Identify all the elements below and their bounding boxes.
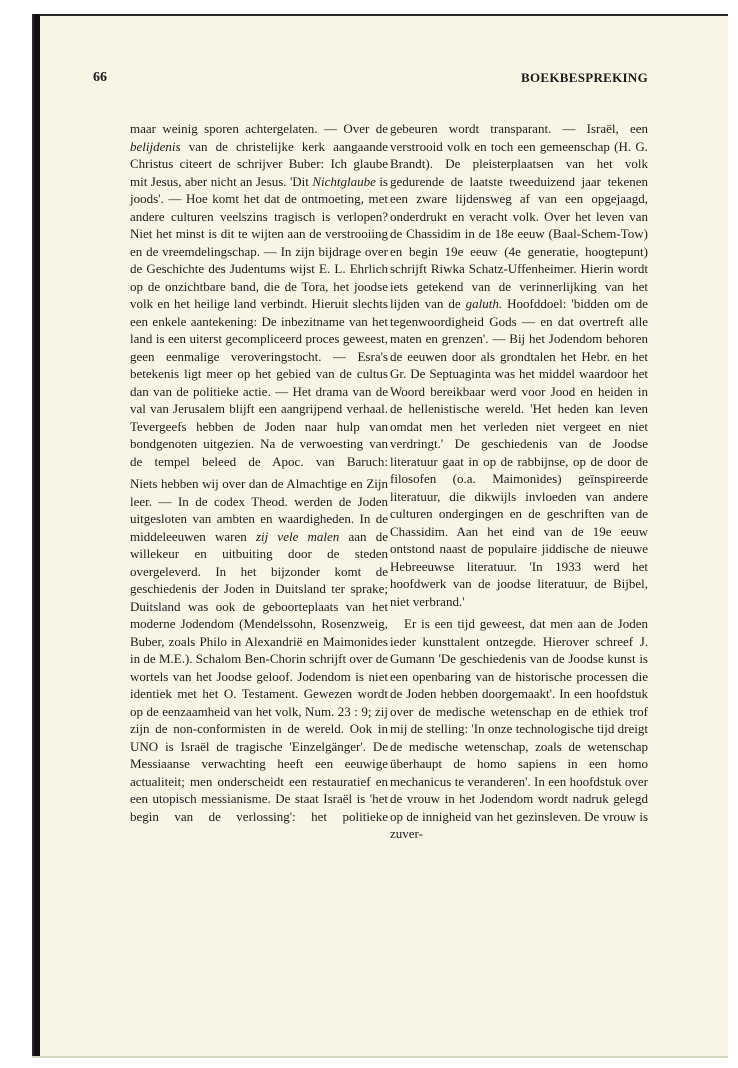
right-paragraph-2: Er is een tijd geweest, dat men aan de Joden ieder kunsttalent ontzegde. Hierover schreef J. Gumann 'De geschiedenis van de Joodse kunst is een openbaring van de historische processen die de Joden hebben doorgemaakt'. In een hoofdstuk over de medische wetenschap en de ethiek trof mij de stelling: 'In onze technologische tijd dreigt de medische wetenschap, zoals de wetenschap überhaupt de homo sapiens in een homo mechanicus te veranderen'. In een hoofdstuk over de vrouw in het Jodendom wordt nadruk gelegd op de innigheid van het gezinsleven. De vrouw is zuver- bbox=[390, 616, 648, 841]
running-head: BOEKBESPREKING bbox=[520, 70, 648, 85]
scan-border-left bbox=[34, 14, 40, 1056]
left-column bbox=[130, 120, 388, 825]
page-number: 66 bbox=[93, 70, 107, 85]
page-header bbox=[0, 70, 738, 90]
left-paragraph-1: maar weinig sporen achtergelaten. — Over de belijdenis van de christelijke kerk aangaande Christus citeert de schrijver Buber: Ich glaube mit Jesus, aber nicht an Jesus. 'Dit Nichtglaube is joods'. — Hoe komt het dat de ontmoeting, met andere culturen veelszins tragisch is verlopen? Niet het minst is dit te wijten aan de verstrooiing en de vreemdelingschap. — In zijn bijdrage over de Geschichte des Judentums wijst E. L. Ehrlich op de onzichtbare band, die de Tora, het joodse volk en het heilige land verbindt. Hieruit slechts een enkele aantekening: De inbezitname van het land is een uiterst gecompliceerd proces geweest, geen eenmalige veroveringstocht. — Esra's betekenis ligt meer op het gebied van de cultus dan van de politieke actie. — Het drama van de val van Jerusalem blijft een aangrijpend verhaal. Tevergeefs hebben de Joden naar hulp van bondgenoten uitgezien. Na de verwoesting van de tempel beleed de Apoc. van Baruch: bbox=[130, 121, 388, 469]
page-bottom-edge bbox=[32, 1056, 728, 1058]
right-paragraph-1: gebeuren wordt transparant. — Israël, een verstrooid volk en toch een gemeenschap (H. G. Brandt). De pleisterplaatsen van het volk gedurende de laatste tweeduizend jaar tekenen een zware lijdensweg af van een opgejaagd, onderdrukt en veracht volk. Over het leven van de Chassidim in de 18e eeuw (Baal-Schem-Tow) en begin 19e eeuw (4e generatie, hoogtepunt) schrijft Riwka Schatz-Uffenheimer. Hierin wordt iets getekend van de verinnerlijking van het lijden van de galuth. Hoofddoel: 'bidden om de tegenwoordigheid Gods — en dat overtreft alle maten en grenzen'. — Bij het Jodendom behoren de eeuwen door als grondtalen het Hebr. en het Gr. De Septuaginta was het middel waardoor het Woord bereikbaar werd voor Jood en heiden in de hellenistische wereld. 'Het heden kan leven omdat men het verleden niet vergeet en niet verdringt.' De geschiedenis van de Joodse literatuur gaat in op de rabbijnse, op de door de filosofen (o.a. Maimonides) geïnspireerde literatuur, die dikwijls invloeden van andere culturen ondergingen en de geschriften van de Chassidim. Aan het eind van de 19e eeuw ontstond naast de populaire jiddische de nieuwe Hebreeuwse literatuur. 'In 1933 werd het hoofdwerk van de joodse literatuur, de Bijbel, niet verbrand.' bbox=[390, 121, 648, 609]
left-paragraph-2: Niets hebben wij over dan de Almachtige en Zijn leer. — In de codex Theod. werden de Joden uitgesloten van ambten en waardigheden. In de middeleeuwen waren zij vele malen aan de willekeur en uitbuiting door de steden overgeleverd. In het bijzonder komt de geschiedenis der Joden in Duitsland ter sprake; Duitsland was ook de geboorteplaats van het moderne Jodendom (Mendelssohn, Rosenzweig, Buber, zoals Philo in Alexandrië en Maimonides in de M.E.). Schalom Ben-Chorin schrijft over de wortels van het Joodse geloof. Jodendom is niet identiek met het O. Testament. Gewezen wordt op de eenzaamheid van het volk, Num. 23 : 9; zij zijn de non-conformisten in de wereld. Ook in UNO is Israël de tragische 'Einzelgänger'. De Messiaanse verwachting heeft een eeuwige actualiteit; men onderscheidt een restauratief en een utopisch messianisme. De staat Israël is 'het begin van de verlossing': het politieke bbox=[130, 476, 389, 824]
right-column bbox=[390, 120, 648, 843]
